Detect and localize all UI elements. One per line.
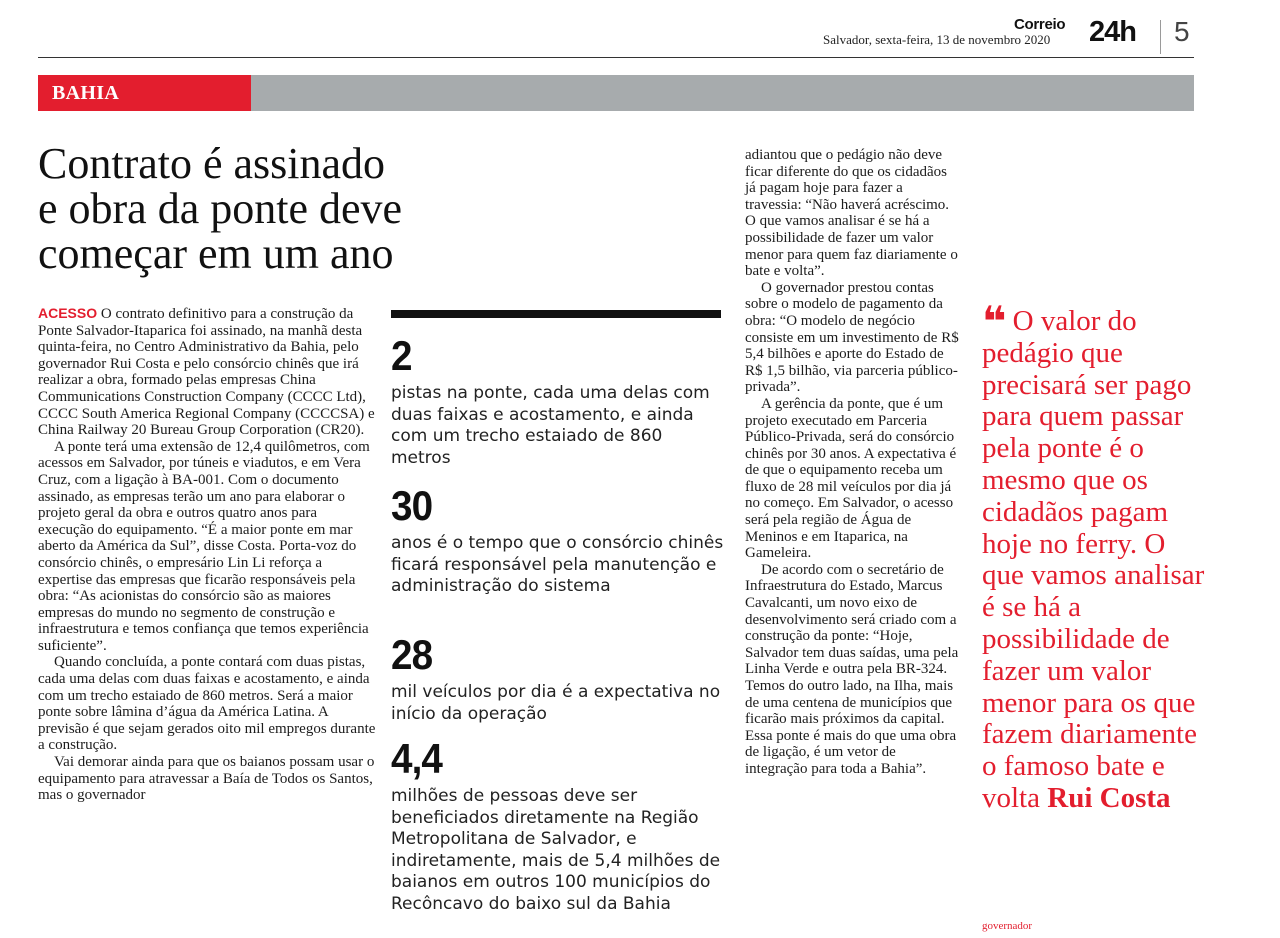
quote-mark-icon: ❝ bbox=[982, 297, 1007, 346]
quote-author-role: governador bbox=[982, 920, 1033, 932]
paragraph: A ponte terá uma extensão de 12,4 quilômetros, com acessos em Salvador, por túneis e viadutos, e em Vera Cruz, com a ligação à BA-001. Com o documento assinado, as empresas terão um ano para elaborar o projeto geral da obra e outros quatro anos para execução do equipamento. “É a maior ponte em mar aberto da América da Sul”, disse Costa. Porta-voz do consórcio chinês, o empresário Lin Li reforça a expertise das empresas que ficarão responsáveis pela obra: “As acionistas do consórcio são as maiores empresas do mundo no segmento de construção e infraestrutura e temos confiança que temos experiência suficiente”. bbox=[38, 438, 370, 654]
fact-text: mil veículos por dia é a expectativa no início da operação bbox=[391, 682, 721, 724]
quote-text: O valor do pedágio que precisará ser pago para quem passar pela ponte é o mesmo que os cidadãos pagam hoje no ferry. O que vamos analisar é se há a possibilidade de fazer um valor menor para os que fazem diariamente o famoso bate e volta bbox=[982, 305, 1205, 814]
paragraph: De acordo com o secretário de Infraestrutura do Estado, Marcus Cavalcanti, um novo eixo de desenvolvimento será criado com a construção da ponte: “Hoje, Salvador tem duas saídas, uma pela Linha Verde e outra pela BR-324. Temos do outro lado, na Ilha, mais de uma centena de municípios que ficarão mais próximos da capital. Essa ponte é mais do que uma obra de ligação, é um vetor de integração para toda a Bahia”. bbox=[745, 561, 959, 777]
fact-number: 2 bbox=[391, 332, 412, 379]
headline-line-3: começar em um ano bbox=[38, 229, 394, 278]
article-column-1 bbox=[38, 305, 376, 804]
paragraph: A gerência da ponte, que é um projeto executado em Parceria Público-Privada, será do consórcio chinês por 30 anos. A expectativa é de que o equipamento receba um fluxo de 28 mil veículos por dia já no começo. Em Salvador, o acesso será pela região de Água de Meninos e em Itaparica, na Gameleira. bbox=[745, 395, 957, 562]
paragraph: O governador prestou contas sobre o modelo de pagamento da obra: “O modelo de negócio consiste em um investimento de R$ 5,4 bilhões e aporte do Estado de R$ 1,5 bilhão, via parceria público-privada”. bbox=[745, 279, 959, 396]
fact-text: milhões de pessoas deve ser beneficiados diretamente na Região Metropolitana de Salvador, e indiretamente, mais de 5,4 milhões de baianos em outros 100 municípios do Recôncavo do baixo sul da Bahia bbox=[391, 786, 721, 914]
pull-quote bbox=[982, 297, 1210, 815]
paragraph: Quando concluída, a ponte contará com duas pistas, cada uma delas com duas faixas e acostamento, e ainda com um trecho estaiado de 860 metros. Será a maior ponte sobre lâmina d’água da América Latina. A previsão é que sejam gerados oito mil empregos durante a construção. bbox=[38, 654, 376, 754]
issue-date: Salvador, sexta-feira, 13 de novembro 2020 bbox=[823, 32, 1051, 47]
newspaper-logo: Correio bbox=[1014, 16, 1066, 33]
section-tag bbox=[38, 75, 251, 111]
paragraph-text: O contrato definitivo para a construção da Ponte Salvador-Itaparica foi assinado, na manhã desta quinta-feira, no Centro Administrativo da Bahia, pelo governador Rui Costa e pelo consórcio chinês que irá realizar a obra, formado pelas empresas China Communications Construction Company (CCCC Ltd), CCCC South America Regional Company (CCCCSA) e China Railway 20 Bureau Group Corporation (CR20). bbox=[38, 306, 375, 439]
masthead-divider bbox=[1160, 20, 1161, 54]
paragraph bbox=[38, 305, 376, 439]
article-column-2 bbox=[745, 147, 961, 778]
newspaper-logo-24h: 24h bbox=[1089, 16, 1136, 48]
fact-item bbox=[391, 631, 726, 725]
section-bar bbox=[38, 75, 1194, 111]
fact-item bbox=[391, 332, 726, 469]
fact-text: pistas na ponte, cada uma delas com duas faixas e acostamento, e ainda com um trecho estaiado de 860 metros bbox=[391, 383, 710, 468]
fact-item bbox=[391, 482, 726, 598]
fact-number: 30 bbox=[391, 482, 433, 529]
fact-number: 28 bbox=[391, 631, 433, 678]
page-number: 5 bbox=[1174, 16, 1190, 47]
paragraph: adiantou que o pedágio não deve ficar diferente do que os cidadãos já pagam hoje para fazer a travessia: “Não haverá acréscimo. O que vamos analisar é se há a possibilidade de fazer um valor menor para quem faz diariamente o bate e volta”. bbox=[745, 147, 958, 280]
headline-line-1: Contrato é assinado bbox=[38, 139, 386, 188]
kicker: ACESSO bbox=[38, 305, 98, 321]
facts-rule bbox=[391, 310, 721, 318]
masthead-rule bbox=[38, 57, 1194, 58]
quote-author: Rui Costa bbox=[1047, 781, 1171, 814]
fact-text: anos é o tempo que o consórcio chinês ficará responsável pela manutenção e administração do sistema bbox=[391, 533, 724, 596]
headline bbox=[38, 141, 558, 276]
fact-item bbox=[391, 735, 726, 915]
fact-number: 4,4 bbox=[391, 735, 442, 782]
section-label: BAHIA bbox=[52, 82, 120, 104]
paragraph: Vai demorar ainda para que os baianos possam usar o equipamento para atravessar a Baía de Todos os Santos, mas o governador bbox=[38, 754, 375, 804]
headline-line-2: e obra da ponte deve bbox=[38, 184, 403, 233]
